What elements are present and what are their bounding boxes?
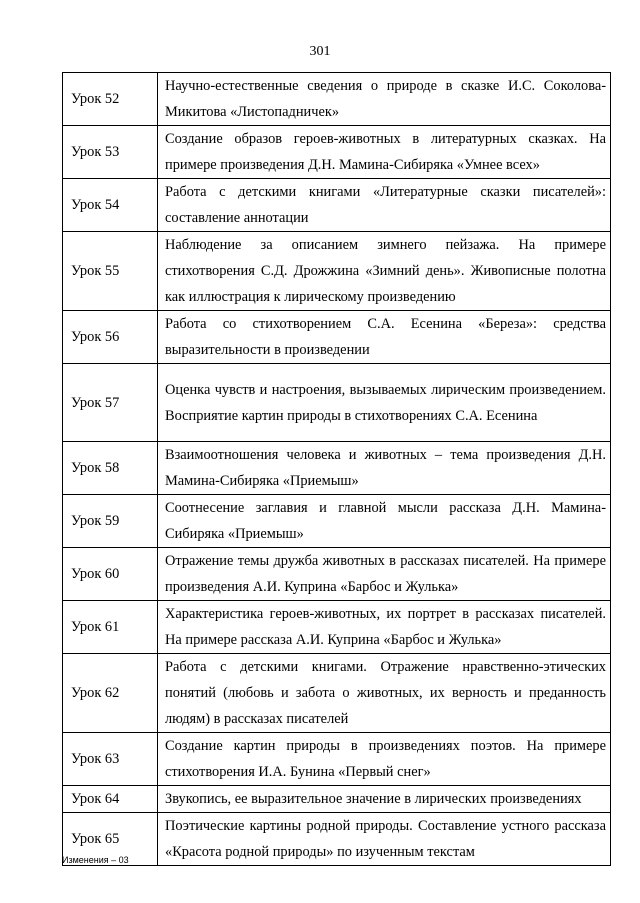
- lesson-topic: Научно-естественные сведения о природе в сказке И.С. Соколова-Микитова «Листопадничек»: [158, 73, 611, 126]
- table-row: [63, 232, 611, 311]
- table-row: [63, 654, 611, 733]
- lessons-table: [62, 72, 611, 866]
- lesson-label: Урок 56: [63, 311, 158, 364]
- lesson-label: Урок 58: [63, 442, 158, 495]
- table-row: [63, 179, 611, 232]
- table-row: [63, 601, 611, 654]
- page-number: 301: [309, 44, 331, 59]
- table-row: [63, 495, 611, 548]
- lesson-label: Урок 62: [63, 654, 158, 733]
- lesson-label: Урок 54: [63, 179, 158, 232]
- lesson-topic: Соотнесение заглавия и главной мысли рассказа Д.Н. Мамина-Сибиряка «Приемыш»: [158, 495, 611, 548]
- lesson-topic: Создание картин природы в произведениях поэтов. На примере стихотворения И.А. Бунина «Первый снег»: [158, 733, 611, 786]
- lesson-label: Урок 57: [63, 364, 158, 442]
- table-row: [63, 442, 611, 495]
- lesson-label: Урок 60: [63, 548, 158, 601]
- lesson-label: Урок 55: [63, 232, 158, 311]
- lesson-topic: Отражение темы дружба животных в рассказах писателей. На примере произведения А.И. Куприна «Барбос и Жулька»: [158, 548, 611, 601]
- table-row: [63, 311, 611, 364]
- lesson-topic: Звукопись, ее выразительное значение в лирических произведениях: [158, 786, 611, 813]
- table-row: [63, 364, 611, 442]
- lesson-topic: Оценка чувств и настроения, вызываемых лирическим произведением. Восприятие картин природы в стихотворениях С.А. Есенина: [158, 364, 611, 442]
- lesson-topic: Наблюдение за описанием зимнего пейзажа. На примере стихотворения С.Д. Дрожжина «Зимний день». Живописные полотна как иллюстрация к лирическому произведению: [158, 232, 611, 311]
- lesson-label: Урок 61: [63, 601, 158, 654]
- lesson-label: Урок 52: [63, 73, 158, 126]
- table-row: [63, 733, 611, 786]
- lesson-topic: Создание образов героев-животных в литературных сказках. На примере произведения Д.Н. Мамина-Сибиряка «Умнее всех»: [158, 126, 611, 179]
- lesson-topic: Характеристика героев-животных, их портрет в рассказах писателей. На примере рассказа А.И. Куприна «Барбос и Жулька»: [158, 601, 611, 654]
- lesson-label: Урок 63: [63, 733, 158, 786]
- lesson-topic: Работа со стихотворением С.А. Есенина «Береза»: средства выразительности в произведении: [158, 311, 611, 364]
- table-row: [63, 73, 611, 126]
- footer-revision: Изменения – 03: [62, 855, 129, 865]
- table-row: [63, 786, 611, 813]
- lesson-label: Урок 53: [63, 126, 158, 179]
- table-row: [63, 548, 611, 601]
- table-row: [63, 126, 611, 179]
- table-row: [63, 813, 611, 866]
- lesson-topic: Поэтические картины родной природы. Составление устного рассказа «Красота родной природы» по изученным текстам: [158, 813, 611, 866]
- lesson-label: Урок 64: [63, 786, 158, 813]
- lesson-label: Урок 59: [63, 495, 158, 548]
- lesson-topic: Взаимоотношения человека и животных – тема произведения Д.Н. Мамина-Сибиряка «Приемыш»: [158, 442, 611, 495]
- lesson-label: Урок 65: [63, 813, 158, 866]
- lesson-topic: Работа с детскими книгами «Литературные сказки писателей»: составление аннотации: [158, 179, 611, 232]
- lesson-topic: Работа с детскими книгами. Отражение нравственно-этических понятий (любовь и забота о животных, их верность и преданность людям) в рассказах писателей: [158, 654, 611, 733]
